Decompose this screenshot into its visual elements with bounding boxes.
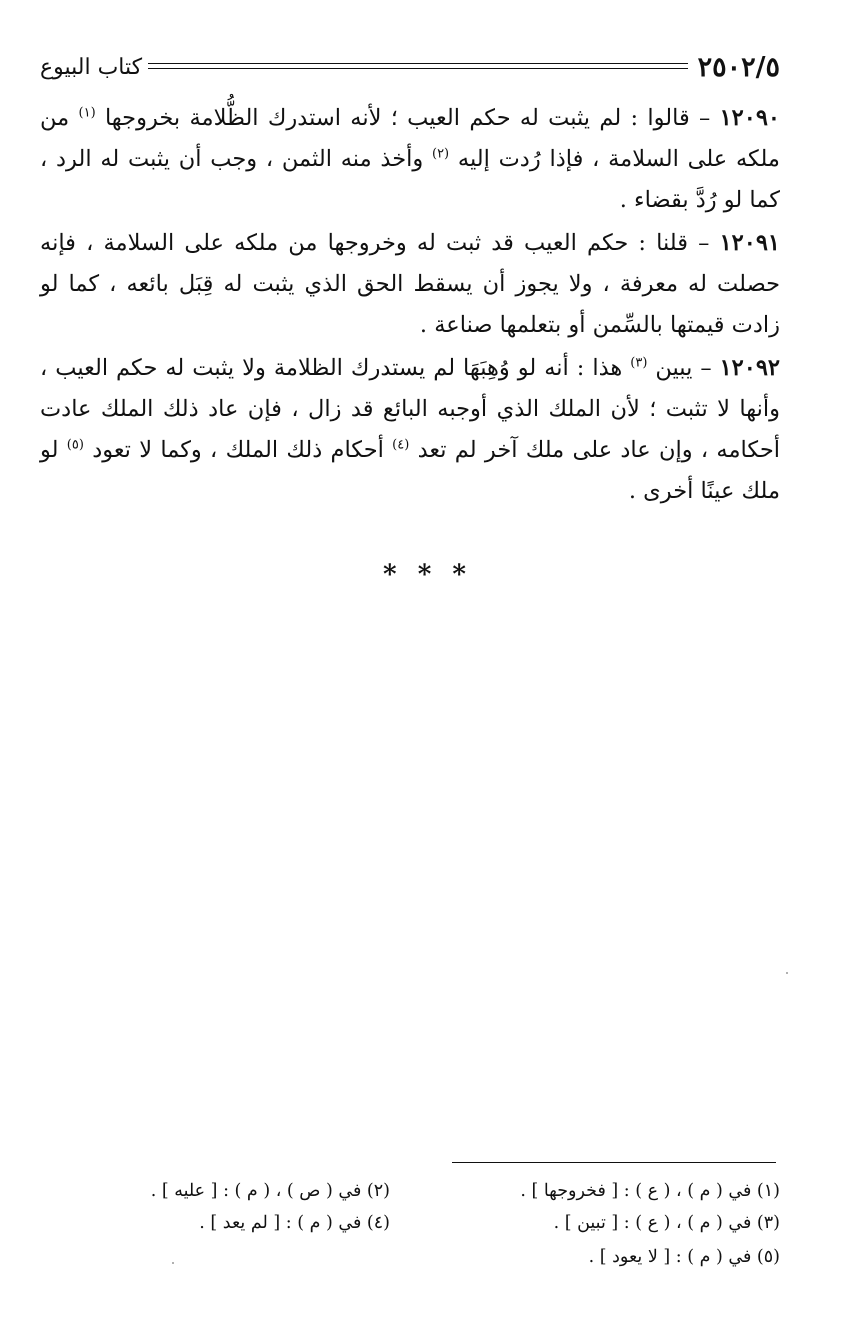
- book-title: كتاب البيوع: [40, 55, 143, 80]
- dash: –: [692, 355, 712, 381]
- paragraph-number: ١٢٠٩٠: [719, 105, 781, 131]
- footnote-rule: [452, 1162, 776, 1163]
- footnote-2: (٢) في ( ص ) ، ( م ) : [ عليه ] .: [150, 1181, 390, 1201]
- header-double-rule: [148, 63, 688, 69]
- footnote-ref: (٣): [630, 355, 648, 371]
- paragraph-text: قلنا : حكم العيب قد ثبت له وخروجها من ملكه على السلامة ، فإنه حصلت له معرفة ، ولا يجوز أن يسقط الحق الذي يثبت له قِبَل بائعه ، كما لو زادت قيمتها بالسِّمن أو بتعلمها صناعة .: [40, 230, 780, 338]
- footnote-5: (٥) في ( م ) : [ لا يعود ] .: [588, 1247, 780, 1267]
- scan-speck: [172, 1262, 174, 1264]
- paragraph-text: يبين: [655, 355, 693, 381]
- paragraph-number: ١٢٠٩١: [719, 230, 781, 256]
- footnote-4: (٤) في ( م ) : [ لم يعد ] .: [199, 1213, 390, 1233]
- footnote-ref: (٥): [66, 437, 84, 453]
- footnote-3: (٣) في ( م ) ، ( ع ) : [ تبين ] .: [553, 1213, 780, 1233]
- footnote-ref: (٤): [392, 437, 410, 453]
- page-number: ٢٥٠٢/٥: [697, 52, 780, 83]
- footnote-ref: (٢): [431, 146, 450, 162]
- paragraph-text: أحكام ذلك الملك ، وكما لا تعود: [92, 437, 384, 463]
- paragraph-number: ١٢٠٩٢: [719, 355, 781, 381]
- paragraph-text: من ملكه على السلامة ، فإذا رُدت إليه: [40, 105, 780, 172]
- paragraph-12090: [40, 98, 780, 221]
- dash: –: [689, 105, 711, 131]
- paragraph-12091: [40, 223, 780, 346]
- scan-speck: [786, 972, 788, 974]
- paragraph-text: هذا : أنه لو وُهِبَهَا لم يستدرك الظلامة ولا يثبت له حكم العيب ، وأنها لا تثبت ؛ لأن الملك الذي أوجبه البائع قد زال ، فإن عاد ذلك الملك عادت أحكامه ، وإن عاد على ملك آخر لم تعد: [40, 355, 780, 463]
- footnotes: [100, 1176, 780, 1286]
- section-separator: * * *: [383, 560, 472, 590]
- footnote-1: (١) في ( م ) ، ( ع ) : [ فخروجها ] .: [520, 1181, 780, 1201]
- footnote-ref: (١): [78, 105, 96, 121]
- paragraph-text: وأخذ منه الثمن ، وجب أن يثبت له الرد ، كما لو رُدَّ بقضاء .: [40, 146, 780, 213]
- page-header: [40, 48, 780, 88]
- paragraph-text: قالوا : لم يثبت له حكم العيب ؛ لأنه استدرك الظُّلامة بخروجها: [104, 105, 690, 131]
- dash: –: [688, 230, 710, 256]
- paragraph-12092: [40, 348, 780, 512]
- main-text: [40, 98, 780, 514]
- paragraph-text: لو ملك عينًا أخرى .: [40, 437, 780, 504]
